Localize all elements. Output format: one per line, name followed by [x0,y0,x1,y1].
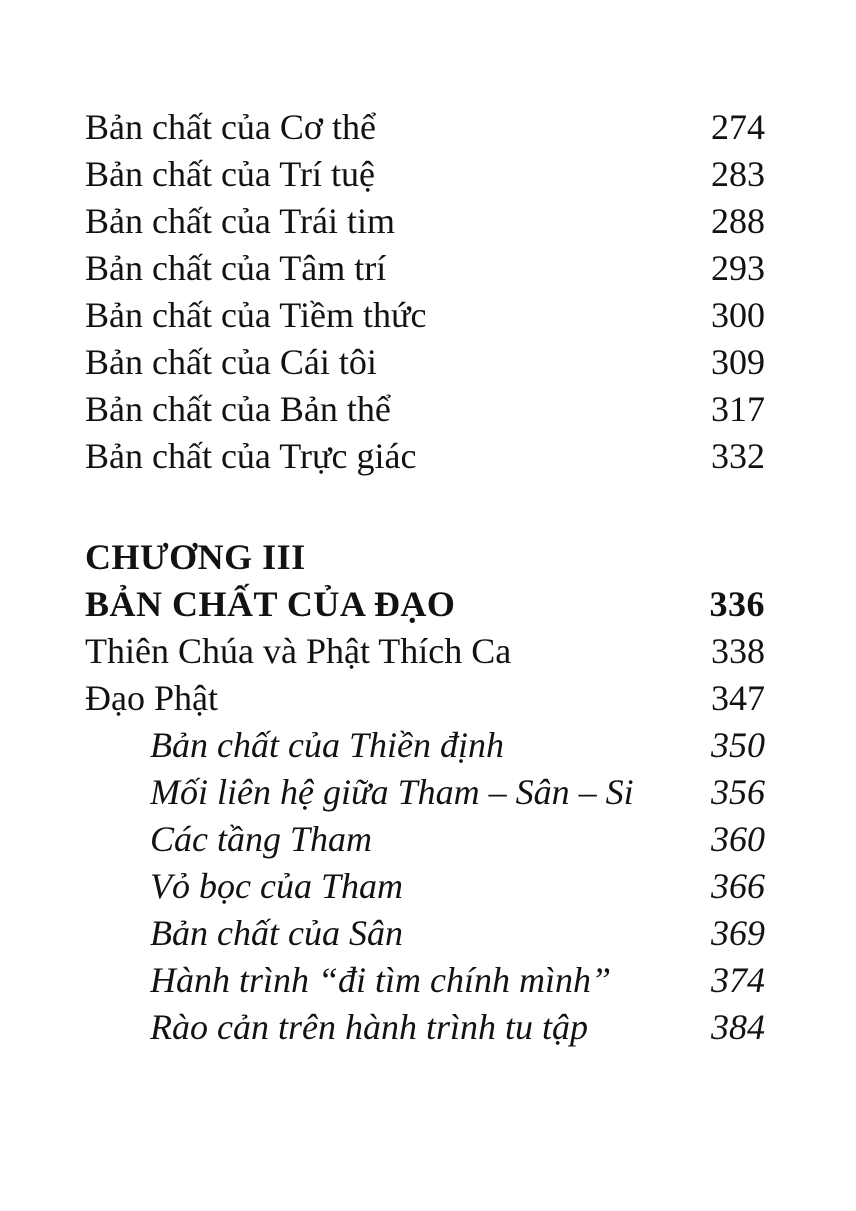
toc-entry-page: 300 [711,295,765,335]
toc-entry-label: Bản chất của Tâm trí [85,248,387,288]
toc-sub-entry-page: 356 [711,772,765,812]
toc-entry [85,245,765,292]
toc-entry-label: Bản chất của Bản thể [85,389,391,429]
toc-content [85,104,765,1051]
toc-entry [85,675,765,722]
toc-entry-label: Bản chất của Cơ thể [85,107,376,147]
toc-sub-entry-label: Vỏ bọc của Tham [150,866,403,906]
toc-entry [85,292,765,339]
toc-entry-label: Bản chất của Trực giác [85,436,417,476]
toc-sub-entry [85,816,765,863]
toc-entry-page: 293 [711,248,765,288]
toc-entry-page: 347 [711,678,765,718]
toc-sub-entry [85,1004,765,1051]
toc-entry [85,198,765,245]
toc-sub-entry [85,769,765,816]
chapter-title-row [85,581,765,628]
toc-entry-page: 288 [711,201,765,241]
chapter-page: 336 [709,584,765,624]
toc-entry-label: Thiên Chúa và Phật Thích Ca [85,631,512,671]
toc-sub-entry-label: Mối liên hệ giữa Tham – Sân – Si [150,772,634,812]
toc-entry [85,151,765,198]
toc-sub-entry [85,910,765,957]
toc-entry [85,433,765,480]
toc-entry-label: Bản chất của Trái tim [85,201,395,241]
toc-sub-entry [85,957,765,1004]
toc-sub-entry-page: 350 [711,725,765,765]
toc-entry-label: Bản chất của Cái tôi [85,342,377,382]
toc-sub-entry-label: Hành trình “đi tìm chính mình” [150,960,612,1000]
chapter-kicker: CHƯƠNG III [85,537,306,577]
toc-sub-entry-page: 384 [711,1007,765,1047]
toc-sub-entry [85,722,765,769]
toc-entry-label: Bản chất của Tiềm thức [85,295,427,335]
toc-entry-page: 338 [711,631,765,671]
chapter-kicker-row [85,534,765,581]
toc-sub-entry [85,863,765,910]
toc-sub-entry-page: 369 [711,913,765,953]
toc-entry-page: 317 [711,389,765,429]
chapter-heading-block [85,534,765,628]
toc-entry-page: 309 [711,342,765,382]
toc-sub-entry-page: 366 [711,866,765,906]
toc-sub-entry-page: 374 [711,960,765,1000]
toc-sub-entry-page: 360 [711,819,765,859]
toc-sub-entry-label: Các tầng Tham [150,819,373,859]
toc-entry-page: 283 [711,154,765,194]
toc-entry-label: Bản chất của Trí tuệ [85,154,375,194]
toc-entry-label: Đạo Phật [85,678,218,718]
toc-entry [85,104,765,151]
toc-entry [85,386,765,433]
toc-sub-entry-label: Bản chất của Sân [150,913,403,953]
toc-entry-page: 332 [711,436,765,476]
toc-entry [85,339,765,386]
toc-entry [85,628,765,675]
chapter-title: BẢN CHẤT CỦA ĐẠO [85,584,456,624]
toc-sub-entry-label: Bản chất của Thiền định [150,725,504,765]
toc-sub-entry-label: Rào cản trên hành trình tu tập [150,1007,588,1047]
toc-entry-page: 274 [711,107,765,147]
